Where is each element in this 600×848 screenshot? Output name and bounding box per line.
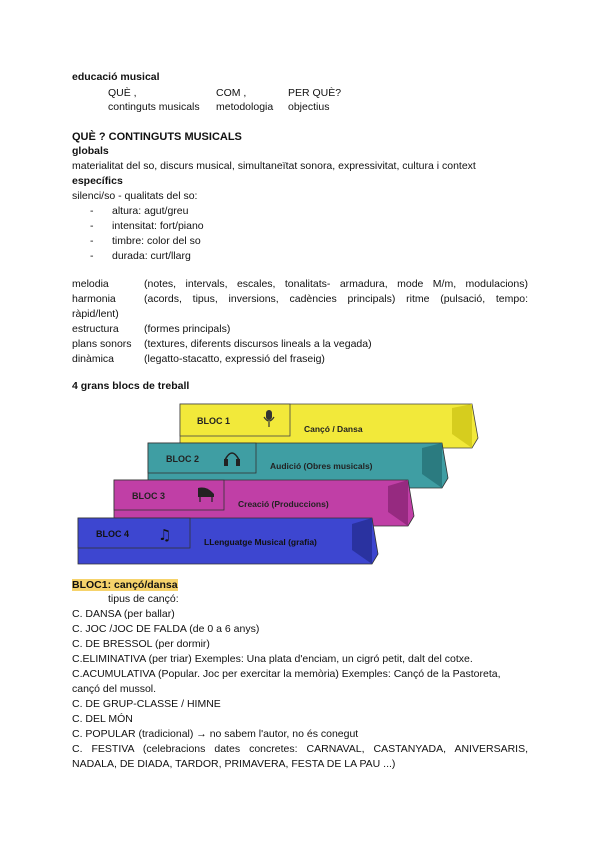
header-col-3-question: PER QUÈ?	[288, 87, 342, 99]
term-desc: (acords, tipus, inversions, cadències principals) ritme (pulsació, tempo:	[144, 293, 528, 305]
list-item-text: timbre: color del so	[112, 235, 201, 247]
terms-list	[72, 277, 528, 367]
term-desc: (legatto-stacatto, expressió del fraseig)	[144, 353, 325, 365]
bloc-1-label: Cançó / Dansa	[304, 424, 363, 434]
bloc1-subheading: tipus de cançó:	[108, 593, 179, 605]
term-name: harmonia	[72, 293, 116, 305]
list-item: C. JOC /JOC DE FALDA (de 0 a 6 anys)	[72, 623, 260, 635]
term-row	[72, 352, 528, 367]
especifics-label: específics	[72, 175, 123, 187]
term-desc-cont: ràpid/lent)	[72, 308, 119, 320]
term-desc: (notes, intervals, escales, tonalitats- armadura, mode M/m, modulacions)	[144, 278, 528, 290]
bloc-1	[180, 404, 478, 448]
list-item: C. DANSA (per ballar)	[72, 608, 175, 620]
term-desc: (textures, diferents discursos lineals a la vegada)	[144, 338, 372, 350]
list-item-text: durada: curt/llarg	[112, 250, 191, 262]
list-item: - altura: agut/greu	[90, 205, 189, 217]
bloc-4-label: LLenguatge Musical (grafia)	[204, 537, 317, 547]
term-name: melodia	[72, 278, 109, 290]
bloc-2-tab	[148, 443, 256, 473]
music-note-icon: ♫	[158, 526, 172, 544]
especifics-intro: silenci/so - qualitats del so:	[72, 190, 198, 202]
list-item: - timbre: color del so	[90, 235, 201, 247]
bloc1-heading-wrap	[72, 578, 178, 593]
term-name: dinàmica	[72, 353, 115, 365]
bloc-4-name: BLOC 4	[96, 529, 130, 539]
bloc-4-tab	[78, 518, 190, 548]
list-item: C. DE GRUP-CLASSE / HIMNE	[72, 698, 221, 710]
term-name: estructura	[72, 323, 119, 335]
bloc-3-name: BLOC 3	[132, 491, 166, 501]
term-name: plans sonors	[72, 338, 132, 350]
bloc-2-name: BLOC 2	[166, 454, 200, 464]
header-col-1-question: QUÈ ,	[108, 87, 137, 99]
term-row	[72, 292, 528, 307]
bloc-1-name: BLOC 1	[197, 416, 231, 426]
list-item: C. DE BRESSOL (per dormir)	[72, 638, 210, 650]
song-types-list	[72, 607, 528, 772]
blocs-heading: 4 grans blocs de treball	[72, 380, 190, 392]
list-item: - durada: curt/llarg	[90, 250, 191, 262]
header-col-2-question: COM ,	[216, 87, 247, 99]
qualitats-list	[90, 204, 204, 264]
globals-label: globals	[72, 145, 109, 157]
list-item: C. FESTIVA (celebracions dates concretes: CARNAVAL, CASTANYADA, ANIVERSARIS, NADALA, DE DIADA, TARDOR, PRIMAVERA, FESTA DE LA PAU ...)	[72, 743, 528, 770]
list-item-text: altura: agut/greu	[112, 205, 189, 217]
document-title: educació musical	[72, 71, 160, 83]
header-col-1-answer: continguts musicals	[108, 101, 200, 113]
list-item: C.ACUMULATIVA (Popular. Joc per exercitar la memòria) Exemples: Cançó de la Pastoreta, cançó del mussol.	[72, 668, 501, 695]
bloc-3-label: Creació (Produccions)	[238, 499, 329, 509]
globals-text: materialitat del so, discurs musical, simultaneïtat sonora, expressivitat, cultura i context	[72, 160, 476, 172]
bloc-4	[78, 518, 378, 564]
term-row	[72, 277, 528, 292]
term-desc: (formes principals)	[144, 323, 231, 335]
term-row-continuation	[72, 307, 528, 322]
list-item: C. POPULAR (tradicional) → no sabem l'autor, no és conegut	[72, 728, 359, 740]
list-item: C.ELIMINATIVA (per triar) Exemples: Una plata d'enciam, un cigró petit, dalt del cotxe.	[72, 653, 473, 665]
header-col-2-answer: metodologia	[216, 101, 274, 113]
bloc1-heading: BLOC1: cançó/dansa	[72, 579, 178, 591]
bloc-2-label: Audició (Obres musicals)	[270, 461, 373, 471]
list-item: C. DEL MÓN	[72, 713, 133, 725]
list-item-text: intensitat: fort/piano	[112, 220, 204, 232]
blocs-diagram	[72, 398, 532, 578]
term-row	[72, 322, 528, 337]
continguts-heading: QUÈ ? CONTINGUTS MUSICALS	[72, 131, 242, 143]
header-col-3-answer: objectius	[288, 101, 330, 113]
term-row	[72, 337, 528, 352]
list-item: - intensitat: fort/piano	[90, 220, 204, 232]
